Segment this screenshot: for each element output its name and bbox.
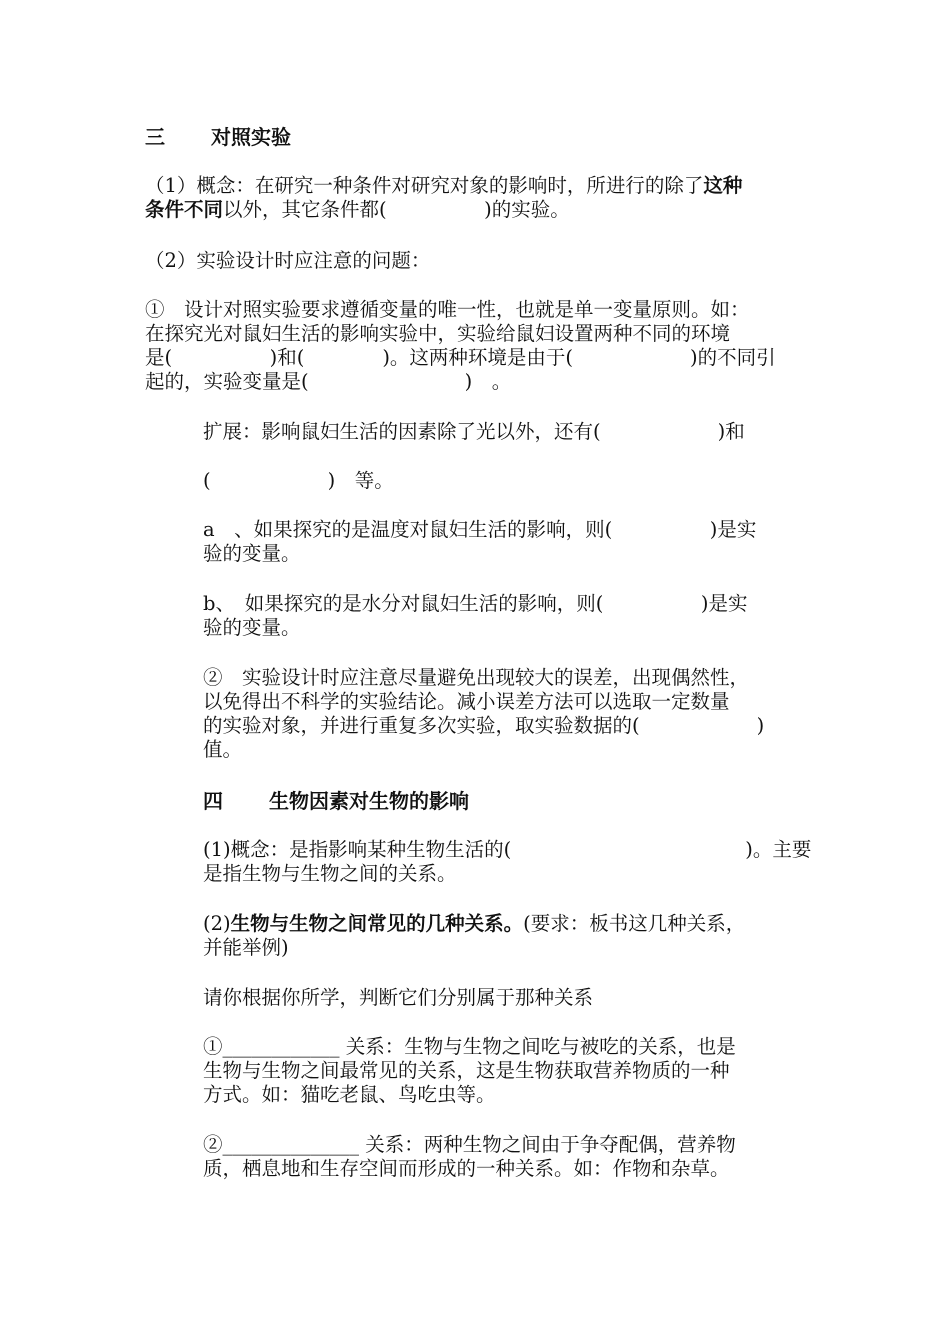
section-title: 生物因素对生物的影响 [269,789,469,813]
text-line: 的实验对象，并进行重复多次实验，取实验数据的( ) [203,714,765,737]
text-line: 生物与生物之间最常见的关系，这是生物获取营养物质的一种 [203,1059,730,1082]
relations-text: 并能举例) [203,936,289,959]
concept-text: 以外，其它条件都( )的实验。 [223,198,570,221]
relations-bold-text: 生物与生物之间常见的几种关系。 [230,912,524,935]
text-line: ①____________ 关系：生物与生物之间吃与被吃的关系，也是 [203,1035,736,1058]
text-line: ② 实验设计时应注意尽量避免出现较大的误差，出现偶然性， [203,666,750,689]
relation-2-paragraph [203,1133,736,1181]
text-line: 是指生物与生物之间的关系。 [203,862,457,885]
section-number: 四 [203,789,223,813]
text-line: ②______________ 关系：两种生物之间由于争夺配偶，营养物 [203,1133,736,1156]
text-line: 方式。如：猫吃老鼠、鸟吃虫等。 [203,1083,496,1106]
concept-paragraph [145,174,742,222]
text-line: 验的变量。 [203,542,301,565]
section-title: 对照实验 [211,125,291,149]
text-line: (1)概念：是指影响某种生物生活的( )。主要 [203,838,812,861]
text-line: 验的变量。 [203,616,301,639]
concept-bold-text: 这种 [703,174,743,197]
section4-concept-paragraph [203,838,811,886]
item-a-paragraph [203,518,756,566]
section-heading-4 [203,789,469,813]
extension-line-1: 扩展：影响鼠妇生活的因素除了光以外，还有( )和 [203,420,745,443]
text-line: 质，栖息地和生存空间而形成的一种关系。如：作物和杂草。 [203,1157,730,1180]
text-line: 以免得出不科学的实验结论。减小误差方法可以选取一定数量 [203,690,730,713]
point-2-paragraph [203,666,764,762]
concept-text: （1）概念：在研究一种条件对研究对象的影响时，所进行的除了 [145,174,704,197]
relation-1-paragraph [203,1035,736,1107]
section-heading-3 [145,125,291,149]
text-line: 在探究光对鼠妇生活的影响实验中，实验给鼠妇设置两种不同的环境 [145,322,731,345]
text-line: ① 设计对照实验要求遵循变量的唯一性，也就是单一变量原则。如： [145,298,750,321]
relations-paragraph [203,912,745,960]
relations-text: (2) [203,912,231,935]
section-number: 三 [145,125,165,149]
point-1-paragraph [145,298,776,394]
text-line: a 、如果探究的是温度对鼠妇生活的影响，则( )是实 [203,518,757,541]
text-line: 是( )和( )。这两种环境是由于( )的不同引 [145,346,776,369]
relations-text: (要求：板书这几种关系， [523,912,746,935]
text-line: 起的，实验变量是( ) 。 [145,370,512,393]
concept-bold-text: 条件不同 [145,198,224,221]
extension-line-2: ( ) 等。 [203,469,394,492]
instruction-line: 请你根据你所学，判断它们分别属于那种关系 [203,986,594,1009]
text-line: b、 如果探究的是水分对鼠妇生活的影响，则( )是实 [203,592,748,615]
item-b-paragraph [203,592,747,640]
design-title: （2）实验设计时应注意的问题： [145,249,431,272]
text-line: 值。 [203,738,243,761]
